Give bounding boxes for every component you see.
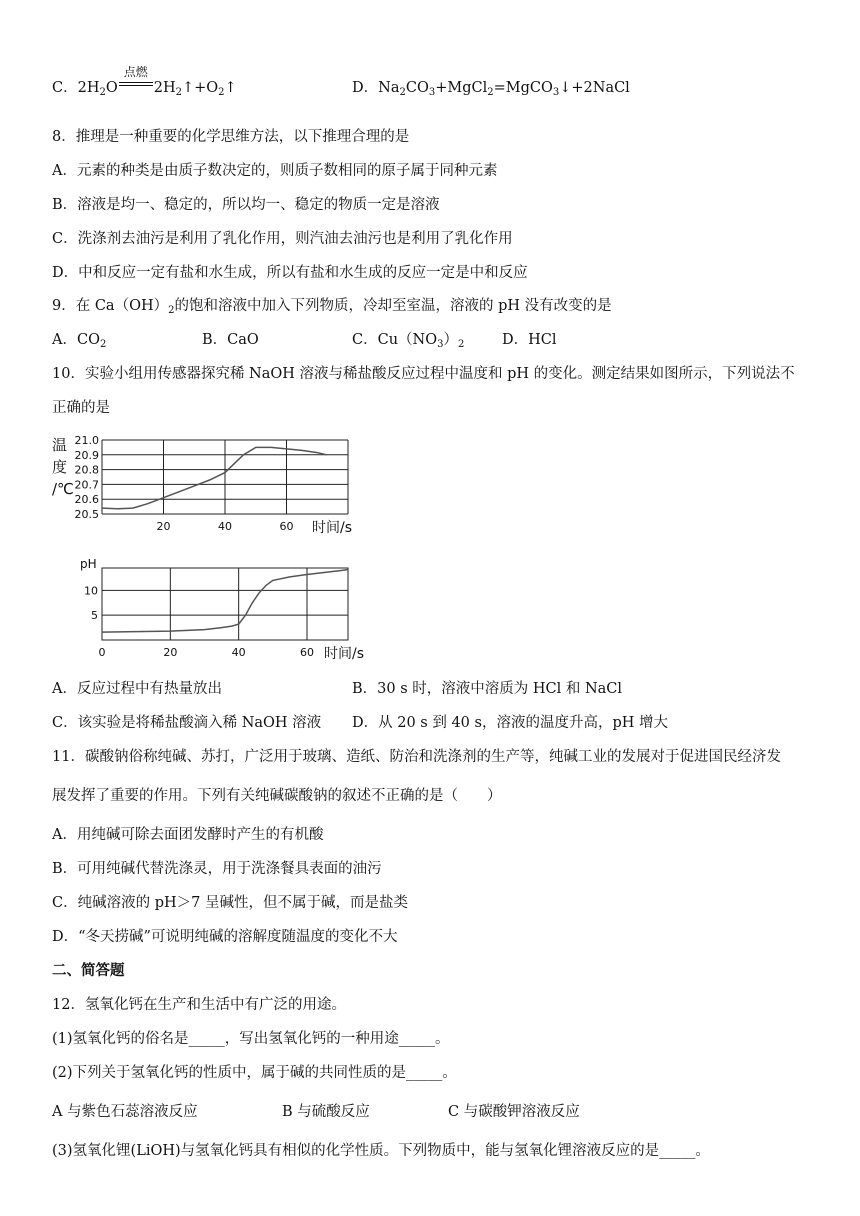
temp-x-tick-label: 60 <box>279 520 294 533</box>
q9-option-d: D．HCl <box>502 332 557 348</box>
ph-series-line <box>102 570 348 633</box>
q9-option-c: C．$Cu(NO_3)_2$ <box>352 332 465 350</box>
q11-option-d: D．“冬天捞碱”可说明纯碱的溶解度随温度的变化不大 <box>52 929 398 945</box>
temp-y-axis-label-part: 温 <box>52 436 68 454</box>
temp-x-tick-label: 40 <box>218 520 232 533</box>
temp-y-tick-label: 20.8 <box>74 463 99 477</box>
q11-option-c: C．纯碱溶液的 pH＞7 呈碱性，但不属于碱，而是盐类 <box>52 895 408 911</box>
q7-option-c: C．$2H_2O$ 点燃 $2H_2↑+O_2↑$ <box>52 65 237 98</box>
q9-stem: 9．在 $Ca(OH)_2$的饱和溶液中加入下列物质，冷却至室温，溶液的 pH 没有改变的是 <box>52 298 612 316</box>
equals-sign <box>119 82 153 86</box>
ph-x-tick-label: 60 <box>300 646 314 659</box>
q11-stem-line1: 11．碳酸钠俗称纯碱、苏打，广泛用于玻璃、造纸、防治和洗涤剂的生产等，纯碱工业的发展对于促进国民经济发 <box>52 749 781 765</box>
temp-y-tick-label: 21.0 <box>74 434 99 447</box>
temp-y-tick-label: 20.9 <box>74 448 99 462</box>
temp-y-tick-label: 20.7 <box>74 478 99 492</box>
q8-stem: 8．推理是一种重要的化学思维方法，以下推理合理的是 <box>52 129 410 145</box>
q12-option-c: C 与碳酸钾溶液反应 <box>448 1104 580 1120</box>
temp-x-tick-label: 20 <box>156 520 171 533</box>
q9-option-a: A．$CO_2$ <box>52 332 107 350</box>
temp-y-tick-label: 20.5 <box>74 508 99 521</box>
q12-part2: (2)下列关于氢氧化钙的性质中，属于碱的共同性质的是_____。 <box>52 1065 457 1081</box>
ph-frame <box>102 568 348 640</box>
q11-stem-line2: 展发挥了重要的作用。下列有关纯碱碳酸钠的叙述不正确的是（ ） <box>52 788 502 804</box>
ph-x-tick-label: 20 <box>163 646 178 659</box>
q11-option-b: B．可用纯碱代替洗涤灵，用于洗涤餐具表面的油污 <box>52 861 382 877</box>
q8-option-c: C．洗涤剂去油污是利用了乳化作用，则汽油去油污也是利用了乳化作用 <box>52 231 513 247</box>
reaction-condition: 点燃 <box>118 78 154 98</box>
q10-option-d: D．从 20 s 到 40 s，溶液的温度升高，pH 增大 <box>352 715 668 731</box>
q11-option-a: A．用纯碱可除去面团发酵时产生的有机酸 <box>52 827 324 843</box>
temp-x-axis-label: 时间/s <box>312 520 353 536</box>
q12-option-b: B 与硫酸反应 <box>282 1104 370 1120</box>
section-heading: 二、简答题 <box>52 962 125 979</box>
q8-option-b: B．溶液是均一、稳定的，所以均一、稳定的物质一定是溶液 <box>52 197 440 213</box>
ph-axis-label <box>80 557 97 571</box>
q10-option-a: A．反应过程中有热量放出 <box>52 681 222 697</box>
ph-y-axis-label-text: pH <box>80 557 97 571</box>
q10-option-b: B．30 s 时，溶液中溶质为 HCl 和 NaCl <box>352 681 623 697</box>
temp-y-axis-label-part: 度 <box>52 458 68 476</box>
ph-x-tick-label: 0 <box>98 646 106 659</box>
ph-x-tick-label: 40 <box>231 646 246 659</box>
q12-option-a: A 与紫色石蕊溶液反应 <box>52 1104 198 1120</box>
ph-y-tick-label: 5 <box>91 609 98 623</box>
ph-chart <box>70 556 380 666</box>
q10-stem-line1: 10．实验小组用传感器探究稀 NaOH 溶液与稀盐酸反应过程中温度和 pH 的变化。测定结果如图所示，下列说法不 <box>52 366 795 382</box>
q7-option-d: D．$Na_2CO_3+MgCl_2=MgCO_3↓+2NaCl$ <box>352 80 630 98</box>
q8-option-a: A．元素的种类是由质子数决定的，则质子数相同的原子属于同种元素 <box>52 163 498 179</box>
ph-x-axis-label: 时间/s <box>324 646 365 662</box>
temp-y-tick-label: 20.6 <box>74 493 99 507</box>
ph-y-tick-label: 10 <box>84 584 98 598</box>
q10-option-c: C．该实验是将稀盐酸滴入稀 NaOH 溶液 <box>52 715 322 731</box>
q9-option-b: B．CaO <box>202 332 259 348</box>
q12-part3: (3)氢氧化锂(LiOH)与氢氧化钙具有相似的化学性质。下列物质中，能与氢氧化锂溶液反应的是_____。 <box>52 1143 710 1159</box>
temp-y-axis-label-part: /℃ <box>52 480 74 498</box>
q8-option-d: D．中和反应一定有盐和水生成，所以有盐和水生成的反应一定是中和反应 <box>52 265 528 281</box>
q12-stem: 12．氢氧化钙在生产和生活中有广泛的用途。 <box>52 997 346 1013</box>
temperature-chart <box>40 428 380 544</box>
q10-stem-line2: 正确的是 <box>52 400 110 416</box>
q12-part1: (1)氢氧化钙的俗名是_____，写出氢氧化钙的一种用途_____。 <box>52 1031 450 1047</box>
temperature-axis-label <box>52 436 74 498</box>
